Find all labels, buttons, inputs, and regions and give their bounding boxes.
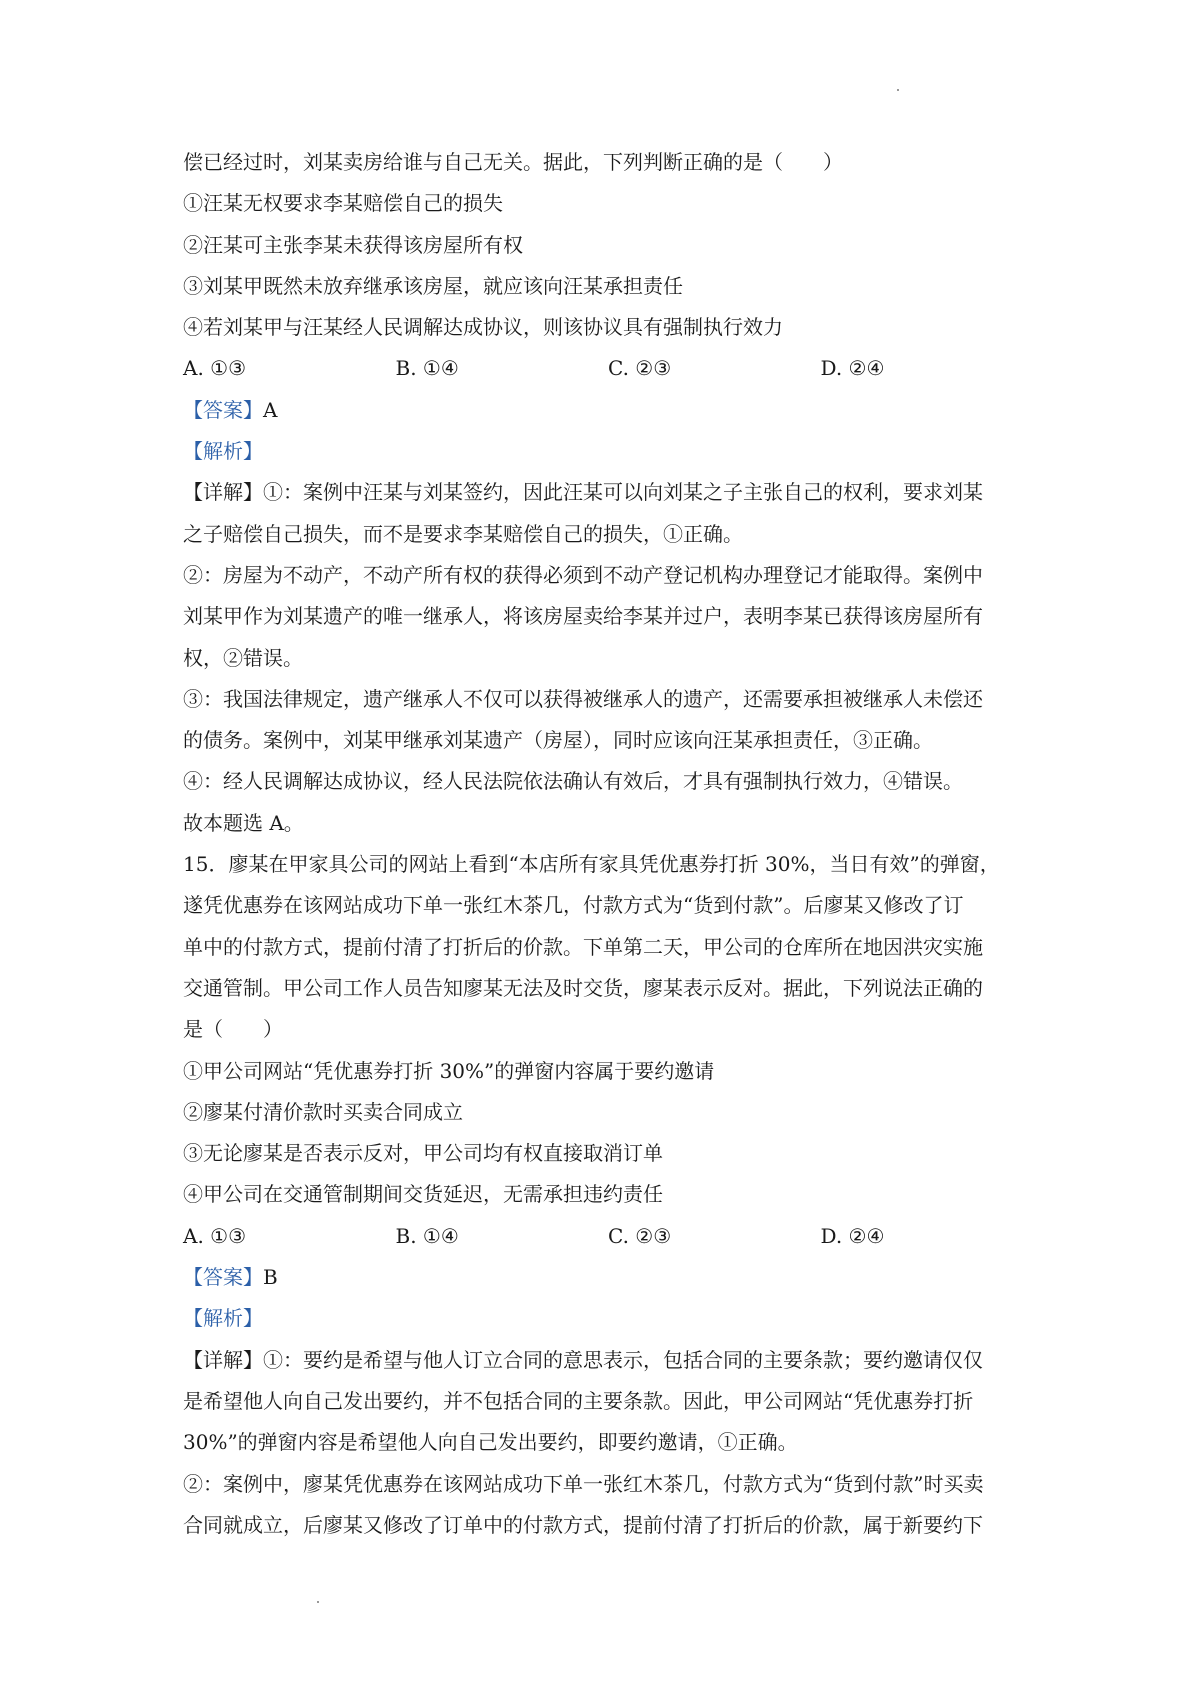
q14-answer-tag: 【答案】 <box>183 397 263 422</box>
document-body <box>183 142 1033 1546</box>
q14-analysis-line-8: ④：经人民调解达成协议，经人民法院依法确认有效后，才具有强制执行效力，④错误。 <box>183 769 963 794</box>
q15-stem-line-1: 15．廖某在甲家具公司的网站上看到“本店所有家具凭优惠券打折 30%，当日有效”的弹窗， <box>183 852 1000 877</box>
q14-statement-3: ③刘某甲既然未放弃继承该房屋，就应该向汪某承担责任 <box>183 273 683 298</box>
q15-option-c: C. ②③ <box>608 1223 672 1248</box>
q15-analysis-line-5: 合同就成立，后廖某又修改了订单中的付款方式，提前付清了打折后的价款，属于新要约下 <box>183 1512 983 1537</box>
q14-answer <box>183 390 1033 431</box>
q14-conclusion: 故本题选 A。 <box>183 810 304 835</box>
q15-option-b: B. ①④ <box>395 1223 459 1248</box>
q14-analysis-line-4: 刘某甲作为刘某遗产的唯一继承人，将该房屋卖给李某并过户，表明李某已获得该房屋所有 <box>183 604 983 629</box>
q15-option-d: D. ②④ <box>820 1223 885 1248</box>
q14-analysis-line-1 <box>183 472 1033 513</box>
q15-analysis-line-2: 是希望他人向自己发出要约，并不包括合同的主要条款。因此，甲公司网站“凭优惠券打折 <box>183 1388 974 1413</box>
q15-stem-line-2: 遂凭优惠券在该网站成功下单一张红木茶几，付款方式为“货到付款”。后廖某又修改了订 <box>183 893 964 918</box>
q15-statement-4: ④甲公司在交通管制期间交货延迟，无需承担违约责任 <box>183 1182 663 1207</box>
q15-analysis-line-4: ②：案例中，廖某凭优惠券在该网站成功下单一张红木茶几，付款方式为“货到付款”时买卖 <box>183 1471 984 1496</box>
q14-statement-1: ①汪某无权要求李某赔偿自己的损失 <box>183 191 503 216</box>
q15-stem-line-3: 单中的付款方式，提前付清了打折后的价款。下单第二天，甲公司的仓库所在地因洪灾实施 <box>183 934 983 959</box>
q14-analysis-line-5: 权，②错误。 <box>183 645 303 670</box>
q14-option-d: D. ②④ <box>820 356 885 381</box>
q15-answer-value: B <box>263 1265 278 1290</box>
q15-answer <box>183 1257 1033 1298</box>
q15-statement-1: ①甲公司网站“凭优惠券打折 30%”的弹窗内容属于要约邀请 <box>183 1058 715 1083</box>
q15-stem-line-4: 交通管制。甲公司工作人员告知廖某无法及时交货，廖某表示反对。据此，下列说法正确的 <box>183 975 983 1000</box>
q14-analysis-line-2: 之子赔偿自己损失，而不是要求李某赔偿自己的损失，①正确。 <box>183 521 743 546</box>
q15-analysis-line-3: 30%”的弹窗内容是希望他人向自己发出要约，即要约邀请，①正确。 <box>183 1430 798 1455</box>
q15-stem-line-5: 是（ ） <box>183 1017 283 1042</box>
q14-stem-tail: 偿已经过时，刘某卖房给谁与自己无关。据此，下列判断正确的是（ ） <box>183 150 843 174</box>
q15-detail-tag: 【详解】 <box>183 1347 263 1372</box>
q14-analysis-line-6: ③：我国法律规定，遗产继承人不仅可以获得被继承人的遗产，还需要承担被继承人未偿还 <box>183 686 983 711</box>
q14-option-a: A. ①③ <box>183 356 247 381</box>
q14-analysis-text-1: ①：案例中汪某与刘某签约，因此汪某可以向刘某之子主张自己的权利，要求刘某 <box>263 480 983 505</box>
q14-statement-2: ②汪某可主张李某未获得该房屋所有权 <box>183 232 523 257</box>
q14-option-c: C. ②③ <box>608 356 672 381</box>
q15-statement-2: ②廖某付清价款时买卖合同成立 <box>183 1099 463 1124</box>
q14-answer-value: A <box>263 397 278 422</box>
q15-analysis-tag: 【解析】 <box>183 1306 263 1331</box>
q14-statement-4: ④若刘某甲与汪某经人民调解达成协议，则该协议具有强制执行效力 <box>183 315 783 340</box>
q14-analysis-line-7: 的债务。案例中，刘某甲继承刘某遗产（房屋），同时应该向汪某承担责任，③正确。 <box>183 728 933 753</box>
scan-speck-bottom <box>317 1601 319 1603</box>
q14-analysis-tag: 【解析】 <box>183 439 263 464</box>
q15-answer-tag: 【答案】 <box>183 1265 263 1290</box>
q14-analysis-line-3: ②：房屋为不动产，不动产所有权的获得必须到不动产登记机构办理登记才能取得。案例中 <box>183 562 983 587</box>
q15-analysis-line-1 <box>183 1340 1033 1381</box>
q14-detail-tag: 【详解】 <box>183 480 263 505</box>
q15-option-a: A. ①③ <box>183 1223 247 1248</box>
q15-options <box>183 1216 1033 1257</box>
q14-option-b: B. ①④ <box>395 356 459 381</box>
scan-speck-top <box>897 89 899 91</box>
q14-options <box>183 348 1033 389</box>
q15-analysis-text-1: ①：要约是希望与他人订立合同的意思表示，包括合同的主要条款；要约邀请仅仅 <box>263 1347 983 1372</box>
q15-statement-3: ③无论廖某是否表示反对，甲公司均有权直接取消订单 <box>183 1141 663 1166</box>
